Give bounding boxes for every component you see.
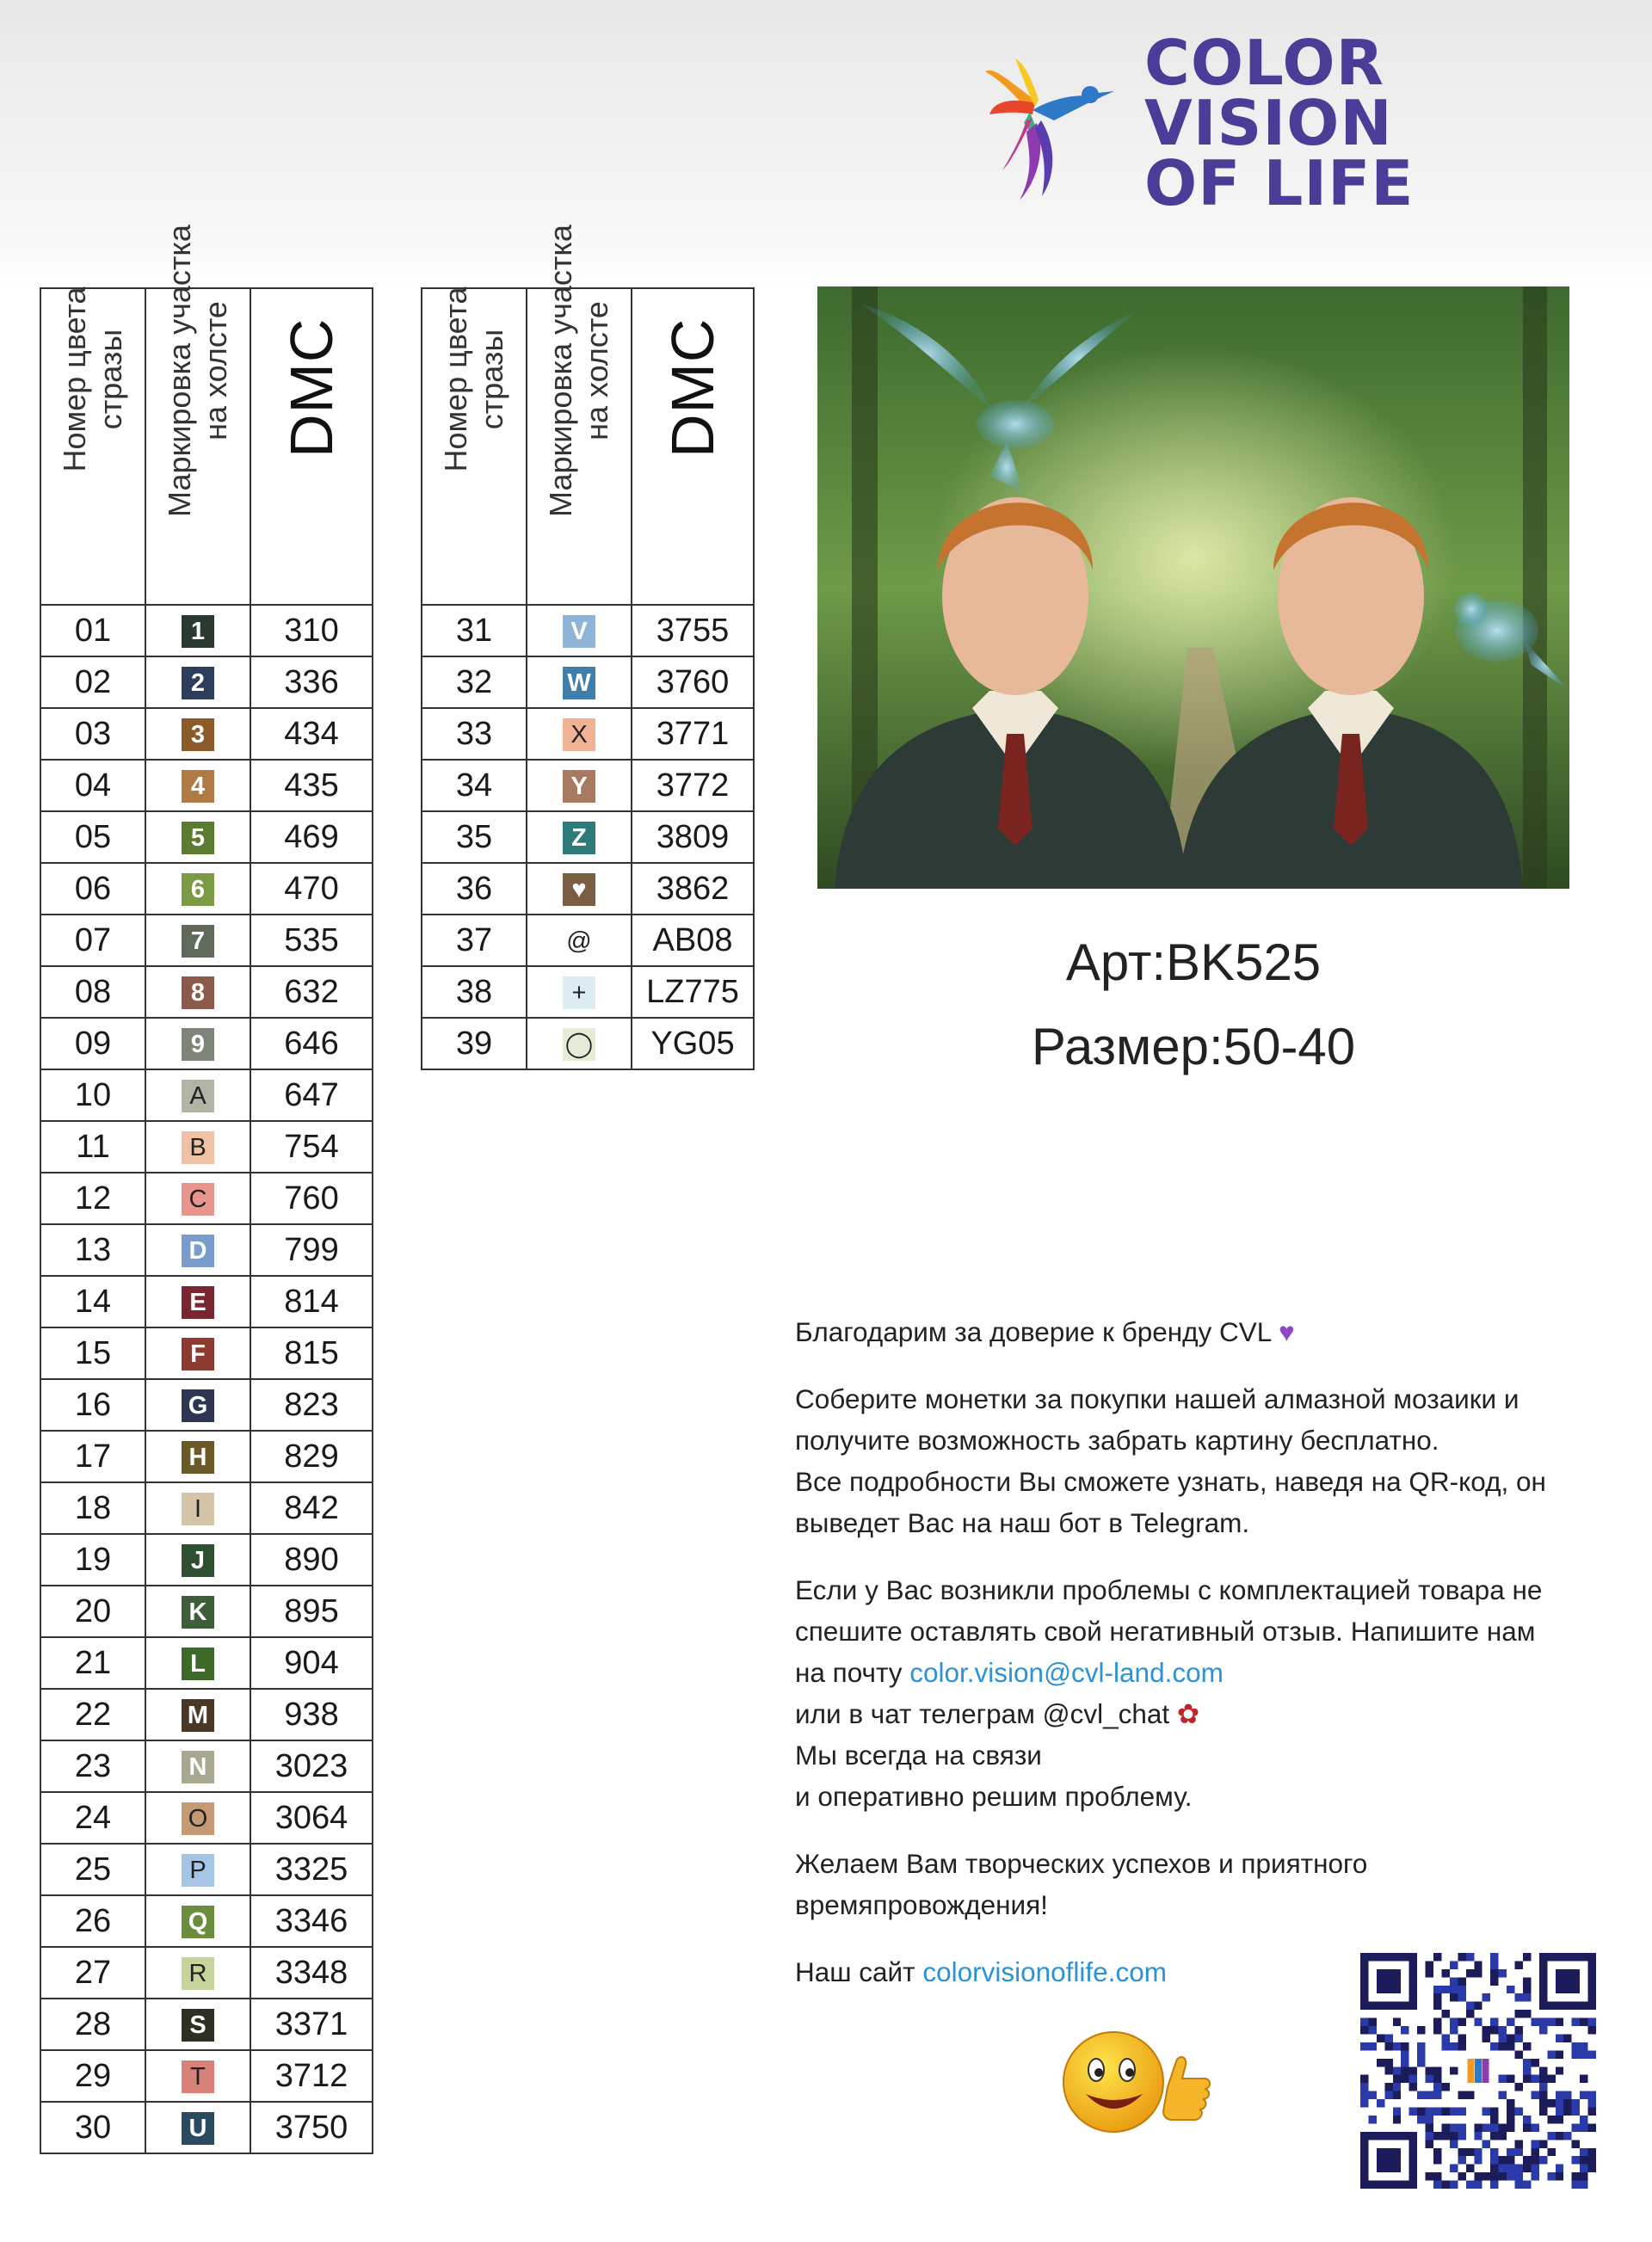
color-swatch: P [182, 1854, 214, 1887]
table-row [40, 1327, 373, 1379]
color-swatch: 1 [182, 615, 214, 648]
table-row [40, 760, 373, 811]
table-row [40, 1431, 373, 1482]
dmc-code: 647 [250, 1069, 373, 1121]
marking-cell [145, 1586, 250, 1637]
marking-cell [527, 760, 632, 811]
color-number: 03 [40, 708, 145, 760]
table-row [422, 811, 754, 863]
info-text [795, 1311, 1621, 2018]
table-row [422, 760, 754, 811]
dmc-code: 754 [250, 1121, 373, 1173]
dmc-code: 890 [250, 1534, 373, 1586]
color-number: 26 [40, 1895, 145, 1947]
color-swatch: D [182, 1235, 214, 1267]
site-link[interactable]: colorvisionoflife.com [922, 1956, 1167, 1987]
color-number: 27 [40, 1947, 145, 1999]
table-row [422, 1018, 754, 1069]
table-row [40, 1276, 373, 1327]
dmc-code: 3760 [632, 656, 754, 708]
color-swatch: 7 [182, 925, 214, 958]
marking-cell [145, 1276, 250, 1327]
problem-paragraph: Если у Вас возникли проблемы с комплектацией товара не спешите оставлять свой негативный отзыв. Напишите нам на почту color.vision@cvl-land.com или в чат телеграм @cvl_chat ✿ Мы всегда на связи и оперативно решим проблему. [795, 1574, 1543, 1812]
color-swatch: A [182, 1080, 214, 1112]
color-number: 11 [40, 1121, 145, 1173]
color-number: 30 [40, 2102, 145, 2153]
qr-code-icon[interactable] [1359, 1953, 1597, 2189]
color-swatch: C [182, 1183, 214, 1216]
dmc-code: 470 [250, 863, 373, 915]
marking-cell [145, 1431, 250, 1482]
color-number: 21 [40, 1637, 145, 1689]
marking-cell [527, 708, 632, 760]
dmc-code: 3755 [632, 605, 754, 656]
table-row [40, 1895, 373, 1947]
marking-cell [145, 708, 250, 760]
dmc-code: AB08 [632, 915, 754, 966]
marking-cell [527, 1018, 632, 1069]
color-number: 32 [422, 656, 527, 708]
table-row [40, 1379, 373, 1431]
color-table-1 [40, 225, 373, 2154]
dmc-code: 760 [250, 1173, 373, 1224]
dmc-code: 814 [250, 1276, 373, 1327]
dmc-code: 3346 [250, 1895, 373, 1947]
color-swatch: M [182, 1699, 214, 1732]
marking-cell [145, 1689, 250, 1740]
color-number: 23 [40, 1740, 145, 1792]
marking-cell [145, 1482, 250, 1534]
color-swatch: L [182, 1648, 214, 1680]
marking-cell [145, 863, 250, 915]
color-number: 05 [40, 811, 145, 863]
marking-cell [145, 1121, 250, 1173]
marking-cell [527, 605, 632, 656]
marking-cell [145, 1844, 250, 1895]
color-swatch: 8 [182, 976, 214, 1009]
color-number: 31 [422, 605, 527, 656]
color-number: 18 [40, 1482, 145, 1534]
color-number: 04 [40, 760, 145, 811]
marking-cell [145, 1069, 250, 1121]
color-swatch: ♥ [563, 873, 595, 906]
table-row [40, 1740, 373, 1792]
marking-cell [145, 1379, 250, 1431]
brand-line-3: OF LIFE [1144, 147, 1415, 219]
dmc-code: 3348 [250, 1947, 373, 1999]
color-swatch: T [182, 2060, 214, 2093]
dmc-code: 3325 [250, 1844, 373, 1895]
product-size: Размер:50-40 [1031, 1018, 1356, 1075]
table-row [40, 2102, 373, 2153]
brand-name [1144, 27, 1415, 219]
color-swatch: J [182, 1544, 214, 1577]
color-number: 20 [40, 1586, 145, 1637]
marking-cell [145, 915, 250, 966]
marking-cell [145, 966, 250, 1018]
table-row [40, 656, 373, 708]
color-number: 10 [40, 1069, 145, 1121]
table-row [40, 1069, 373, 1121]
dmc-code: 3371 [250, 1999, 373, 2050]
marking-cell [145, 1327, 250, 1379]
color-number: 25 [40, 1844, 145, 1895]
marking-cell [145, 656, 250, 708]
dmc-code: 469 [250, 811, 373, 863]
color-swatch: O [182, 1802, 214, 1835]
table-row [40, 1121, 373, 1173]
dmc-code: 535 [250, 915, 373, 966]
color-swatch: 6 [182, 873, 214, 906]
table-row [40, 605, 373, 656]
table-row [40, 915, 373, 966]
color-number: 36 [422, 863, 527, 915]
table-row [40, 1224, 373, 1276]
dmc-code: 3712 [250, 2050, 373, 2102]
color-number: 02 [40, 656, 145, 708]
color-number: 13 [40, 1224, 145, 1276]
table-row [422, 708, 754, 760]
marking-cell [527, 863, 632, 915]
dmc-code: 815 [250, 1327, 373, 1379]
table-row [40, 1689, 373, 1740]
marking-cell [145, 1792, 250, 1844]
dmc-code: 3064 [250, 1792, 373, 1844]
table-row [40, 1534, 373, 1586]
color-swatch: F [182, 1338, 214, 1370]
article-number: Арт:BK525 [1065, 933, 1322, 991]
color-number: 28 [40, 1999, 145, 2050]
marking-cell [145, 1999, 250, 2050]
wish-paragraph: Желаем Вам творческих успехов и приятного времяпровождения! [795, 1848, 1368, 1920]
rose-icon: ✿ [1176, 1698, 1200, 1729]
color-number: 35 [422, 811, 527, 863]
color-swatch: Z [563, 822, 595, 854]
color-swatch: Y [563, 770, 595, 803]
marking-cell [145, 1224, 250, 1276]
marking-cell [527, 656, 632, 708]
color-swatch: + [563, 976, 595, 1009]
header-dmc: DMC [632, 288, 754, 605]
color-number: 15 [40, 1327, 145, 1379]
thanks-paragraph: Благодарим за доверие к бренду CVL ♥ [795, 1316, 1295, 1347]
coins-paragraph: Соберите монетки за покупки нашей алмазной мозаики и получите возможность забрать картину бесплатно. Все подробности Вы сможете узнать, наведя на QR-код, он выведет Вас на наш бот в Telegram. [795, 1383, 1546, 1538]
brand-line-1: COLOR [1144, 27, 1385, 99]
table-row [40, 1947, 373, 1999]
marking-cell [527, 966, 632, 1018]
marking-cell [145, 1534, 250, 1586]
color-number: 33 [422, 708, 527, 760]
email-link[interactable]: color.vision@cvl-land.com [909, 1657, 1224, 1688]
product-details [817, 921, 1569, 1089]
color-number: 01 [40, 605, 145, 656]
header-marking: Маркировка участка на холсте [145, 288, 250, 605]
thumbs-up-smiley-icon [1060, 2027, 1215, 2139]
table-row [422, 915, 754, 966]
color-number: 17 [40, 1431, 145, 1482]
color-number: 09 [40, 1018, 145, 1069]
marking-cell [145, 605, 250, 656]
color-number: 12 [40, 1173, 145, 1224]
hummingbird-logo-icon [985, 50, 1114, 205]
marking-cell [145, 2102, 250, 2153]
color-table-2 [421, 225, 755, 1070]
marking-cell [145, 1947, 250, 1999]
marking-cell [145, 1173, 250, 1224]
color-swatch: U [182, 2112, 214, 2145]
color-swatch: 4 [182, 770, 214, 803]
dmc-code: 3809 [632, 811, 754, 863]
marking-cell [145, 2050, 250, 2102]
table-row [40, 1844, 373, 1895]
table-row [40, 1637, 373, 1689]
dmc-code: 823 [250, 1379, 373, 1431]
table-row [40, 1173, 373, 1224]
color-swatch: B [182, 1131, 214, 1164]
purple-heart-icon: ♥ [1278, 1316, 1295, 1347]
dmc-code: 938 [250, 1689, 373, 1740]
color-swatch: W [563, 667, 595, 699]
marking-cell [145, 811, 250, 863]
table-row [422, 605, 754, 656]
marking-cell [145, 760, 250, 811]
header-number: Номер цвета стразы [422, 288, 527, 605]
dmc-code: 829 [250, 1431, 373, 1482]
color-swatch: ◯ [563, 1028, 595, 1061]
dmc-code: 310 [250, 605, 373, 656]
marking-cell [145, 1018, 250, 1069]
dmc-code: 435 [250, 760, 373, 811]
dmc-code: 434 [250, 708, 373, 760]
color-number: 07 [40, 915, 145, 966]
brand-logo [985, 27, 1415, 231]
marking-cell [527, 915, 632, 966]
color-swatch: G [182, 1389, 214, 1422]
color-number: 06 [40, 863, 145, 915]
dmc-code: 632 [250, 966, 373, 1018]
site-paragraph: Наш сайт colorvisionoflife.com [795, 1956, 1167, 1987]
color-number: 19 [40, 1534, 145, 1586]
table-row [40, 1792, 373, 1844]
table-row [422, 863, 754, 915]
table-row [422, 966, 754, 1018]
table-row [40, 708, 373, 760]
table-row [40, 1018, 373, 1069]
color-swatch: V [563, 615, 595, 648]
dmc-code: 3772 [632, 760, 754, 811]
dmc-code: 842 [250, 1482, 373, 1534]
header-dmc: DMC [250, 288, 373, 605]
color-swatch: Q [182, 1906, 214, 1938]
table-row [40, 1482, 373, 1534]
product-image [817, 286, 1569, 889]
marking-cell [145, 1637, 250, 1689]
dmc-code: 904 [250, 1637, 373, 1689]
color-swatch: @ [563, 925, 595, 958]
color-number: 08 [40, 966, 145, 1018]
color-swatch: I [182, 1493, 214, 1525]
dmc-code: 3023 [250, 1740, 373, 1792]
color-swatch: H [182, 1441, 214, 1474]
color-number: 24 [40, 1792, 145, 1844]
color-swatch: E [182, 1286, 214, 1319]
marking-cell [145, 1895, 250, 1947]
color-swatch: 9 [182, 1028, 214, 1061]
dmc-code: LZ775 [632, 966, 754, 1018]
dmc-code: 3750 [250, 2102, 373, 2153]
color-swatch: R [182, 1957, 214, 1990]
color-number: 29 [40, 2050, 145, 2102]
color-swatch: 5 [182, 822, 214, 854]
table-row [422, 656, 754, 708]
table-row [40, 811, 373, 863]
dmc-code: 895 [250, 1586, 373, 1637]
dmc-code: YG05 [632, 1018, 754, 1069]
color-number: 39 [422, 1018, 527, 1069]
color-swatch: N [182, 1751, 214, 1783]
header-marking: Маркировка участка на холсте [527, 288, 632, 605]
marking-cell [527, 811, 632, 863]
dmc-code: 646 [250, 1018, 373, 1069]
header-number: Номер цвета стразы [40, 288, 145, 605]
table-row [40, 863, 373, 915]
dmc-code: 336 [250, 656, 373, 708]
color-number: 38 [422, 966, 527, 1018]
dmc-code: 3862 [632, 863, 754, 915]
marking-cell [145, 1740, 250, 1792]
color-number: 37 [422, 915, 527, 966]
table-row [40, 1586, 373, 1637]
table-row [40, 966, 373, 1018]
color-swatch: X [563, 718, 595, 751]
table-row [40, 1999, 373, 2050]
color-number: 34 [422, 760, 527, 811]
dmc-code: 3771 [632, 708, 754, 760]
dmc-code: 799 [250, 1224, 373, 1276]
color-swatch: S [182, 2009, 214, 2042]
color-swatch: K [182, 1596, 214, 1629]
color-swatch: 2 [182, 667, 214, 699]
table-row [40, 2050, 373, 2102]
color-number: 22 [40, 1689, 145, 1740]
color-swatch: 3 [182, 718, 214, 751]
brand-line-2: VISION [1144, 87, 1393, 159]
color-number: 16 [40, 1379, 145, 1431]
color-number: 14 [40, 1276, 145, 1327]
